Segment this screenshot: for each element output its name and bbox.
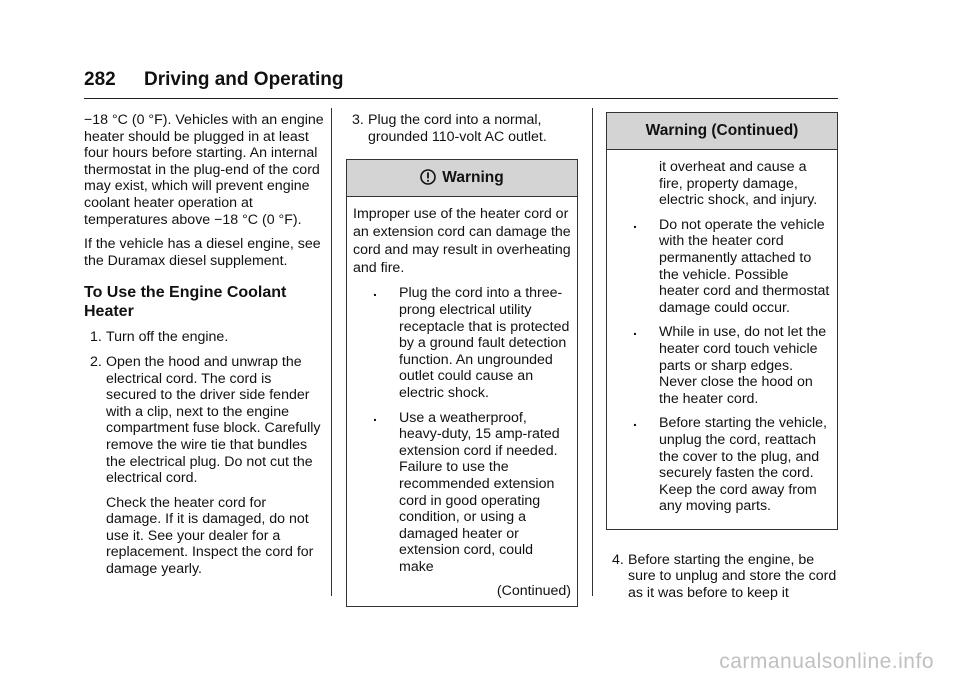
warning-bullets — [613, 217, 831, 515]
section-title: Driving and Operating — [144, 69, 344, 90]
warning-box-continued — [606, 112, 838, 530]
step-item — [346, 112, 578, 145]
bullet-mark: . — [373, 408, 377, 425]
column-right — [606, 112, 838, 610]
warning-title: Warning — [442, 169, 504, 187]
bullet-item — [613, 324, 831, 407]
bullet-item — [353, 285, 571, 401]
warning-icon — [420, 169, 436, 185]
subheading: To Use the Engine Coolant Heater — [84, 284, 287, 321]
step-text: Turn off the engine. — [106, 329, 229, 346]
step-list — [84, 329, 324, 577]
page-header — [84, 66, 838, 99]
bullet-text: Use a weatherproof, heavy-duty, 15 amp-rated extension cord if needed. Failure to use the recommended extension cord in good operating condition, or using a damaged heater or extension cord, could make — [399, 409, 560, 575]
warning-bullets — [353, 285, 571, 575]
step-text: Before starting the engine, be sure to unplug and store the cord as it was before to keep it — [628, 551, 837, 602]
bullet-mark: . — [633, 323, 637, 340]
bullet-item — [353, 410, 571, 576]
warning-header — [347, 160, 577, 197]
bullet-text: Before starting the vehicle, unplug the cord, reattach the cover to the plug, and securely fasten the cord. Keep the cord away from any moving parts. — [659, 415, 827, 515]
warning-box — [346, 159, 578, 607]
step-item — [84, 354, 324, 578]
warning-body — [347, 197, 577, 606]
warning-body — [607, 150, 837, 529]
step-subtext: Check the heater cord for damage. If it is damaged, do not use it. See your dealer for a replacement. Inspect the cord for damage yearly. — [106, 494, 314, 578]
column-left — [84, 112, 324, 586]
step-number: 1. — [90, 329, 102, 346]
step-item — [606, 552, 838, 602]
paragraph: If the vehicle has a diesel engine, see the Duramax diesel supplement. — [84, 236, 321, 269]
column-middle — [346, 112, 578, 607]
bullet-mark: . — [633, 215, 637, 232]
column-divider — [331, 108, 332, 596]
warning-header: Warning (Continued) — [607, 113, 837, 150]
step-text: Open the hood and unwrap the electrical cord. The cord is secured to the driver side fender with a clip, next to the engine compartment fuse block. Carefully remove the wire tie that bundles the electrical plug. Do not cut the electrical cord. — [106, 353, 321, 487]
bullet-item — [613, 217, 831, 317]
step-number: 2. — [90, 353, 102, 370]
watermark: carmanualsonline.info — [719, 650, 934, 673]
continued-text: it overheat and cause a fire, property damage, electric shock, and injury. — [659, 159, 818, 209]
step-item — [84, 329, 324, 346]
bullet-mark: . — [373, 284, 377, 301]
warning-intro: Improper use of the heater cord or an extension cord can damage the cord and may result in overheating and fire. — [353, 206, 571, 276]
continued-label: (Continued) — [496, 583, 571, 600]
bullet-mark: . — [633, 414, 637, 431]
bullet-text: While in use, do not let the heater cord touch vehicle parts or sharp edges. Never close the hood on the heater cord. — [659, 324, 827, 407]
column-divider — [592, 108, 593, 596]
step-number: 4. — [612, 551, 624, 568]
step-text: Plug the cord into a normal, grounded 110-volt AC outlet. — [368, 112, 547, 145]
bullet-item — [613, 415, 831, 515]
paragraph: −18 °C (0 °F). Vehicles with an engine heater should be plugged in at least four hours before starting. An internal thermostat in the plug-end of the cord may exist, which will prevent engine coolant heater operation at temperatures above −18 °C (0 °F). — [84, 112, 324, 228]
bullet-text: Do not operate the vehicle with the heater cord permanently attached to the vehicle. Possible heater cord and thermostat damage could occur. — [659, 216, 830, 316]
page-number: 282 — [84, 69, 116, 90]
bullet-text: Plug the cord into a three-prong electrical utility receptacle that is protected by a ground fault detection function. An ungrounded outlet could cause an electric shock. — [399, 285, 570, 401]
step-number: 3. — [352, 112, 364, 128]
